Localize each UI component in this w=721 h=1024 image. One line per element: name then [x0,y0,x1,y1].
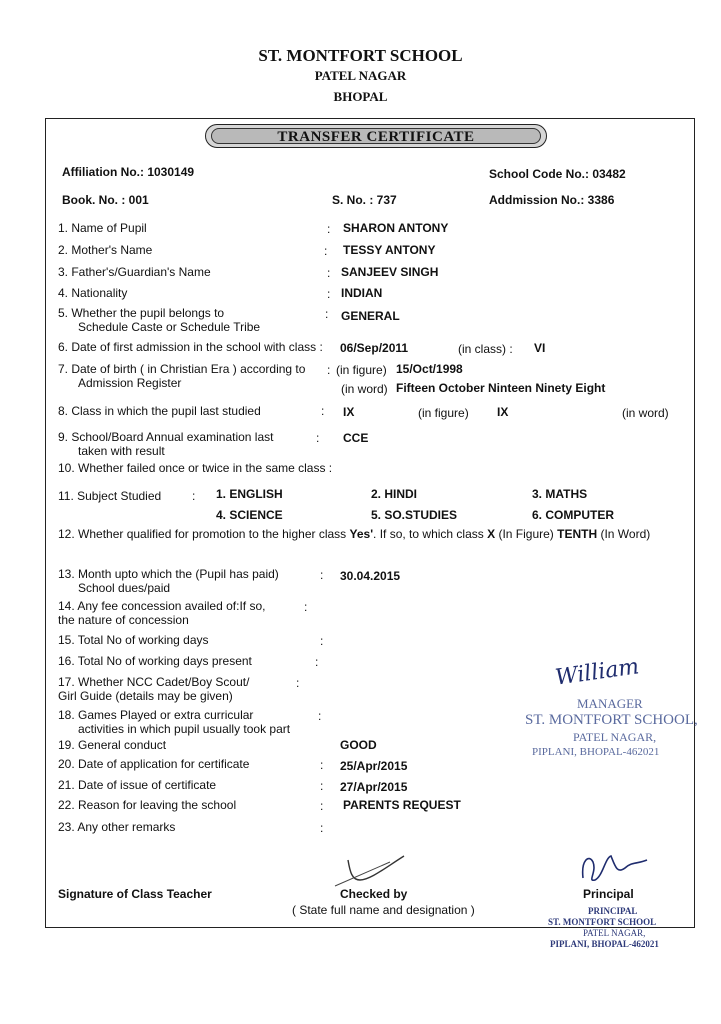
leaving-reason-value: PARENTS REQUEST [343,798,461,812]
colon: : [320,634,324,648]
last-class-word-label: (in word) [622,406,669,420]
item-18-label: 18. Games Played or extra curricular [58,708,254,722]
subject-item: 5. SO.STUDIES [371,508,458,522]
dob-figure-value: 15/Oct/1998 [396,362,463,376]
item-2-label: 2. Mother's Name [58,243,153,257]
application-date-value: 25/Apr/2015 [340,759,408,773]
colon: : [320,758,324,772]
item-23-label: 23. Any other remarks [58,820,176,834]
manager-signature: William [553,654,641,691]
item-18-label-cont: activities in which pupil usually took part [78,722,291,736]
colon: : [324,244,328,258]
item-19-label: 19. General conduct [58,738,167,752]
colon: : [320,779,324,793]
item-3-label: 3. Father's/Guardian's Name [58,265,211,279]
dob-figure-label: (in figure) [336,363,387,377]
subject-item: 1. ENGLISH [216,487,283,501]
item-10-label: 10. Whether failed once or twice in the same class : [58,461,333,475]
subject-item: 2. HINDI [371,487,418,501]
issue-date-value: 27/Apr/2015 [340,780,408,794]
dob-word-label: (in word) [341,382,388,396]
item-13-label-cont: School dues/paid [78,581,171,595]
item-12-text: 12. Whether qualified for promotion to the higher class [58,527,350,541]
principal-stamp-title: PRINCIPAL [588,906,638,916]
nationality-value: INDIAN [341,286,383,300]
serial-no: S. No. : 737 [332,193,397,207]
designation-note: ( State full name and designation ) [292,903,475,917]
school-city: BHOPAL [333,89,388,104]
school-name: ST. MONTFORT SCHOOL [258,46,463,65]
item-12-text: (In Figure) [495,527,558,541]
manager-stamp-address: PIPLANI, BHOPAL-462021 [532,746,660,758]
school-code: School Code No.: 03482 [489,167,626,181]
item-20-label: 20. Date of application for certificate [58,757,250,771]
principal-stamp-school: ST. MONTFORT SCHOOL [548,917,657,927]
last-class-figure-value: IX [343,405,355,419]
admission-no: Addmission No.: 3386 [489,193,615,207]
colon: : [320,799,324,813]
colon: : [296,676,300,690]
dob-word-value: Fifteen October Ninteen Ninety Eight [396,381,606,395]
item-6-label: 6. Date of first admission in the school with class : [58,340,323,354]
principal-stamp-address: PIPLANI, BHOPAL-462021 [550,939,659,949]
item-17-label-cont: Girl Guide (details may be given) [58,689,233,703]
last-class-word-value: IX [497,405,509,419]
item-14-label: 14. Any fee concession availed of:If so, [58,599,266,613]
manager-stamp-area: PATEL NAGAR, [573,730,657,744]
item-9-label: 9. School/Board Annual examination last [58,430,274,444]
item-14-label-cont: the nature of concession [58,613,189,627]
item-15-label: 15. Total No of working days [58,633,209,647]
pupil-name-value: SHARON ANTONY [343,221,449,235]
promotion-class-figure: X [487,527,496,541]
item-5-label: 5. Whether the pupil belongs to [58,306,225,320]
promotion-class-word: TENTH [557,527,598,541]
item-7-label-cont: Admission Register [78,376,182,390]
father-name-value: SANJEEV SINGH [341,265,439,279]
certificate-title: TRANSFER CERTIFICATE [211,128,541,144]
affiliation-no: Affiliation No.: 1030149 [62,165,195,179]
colon: : [320,821,324,835]
colon: : [327,363,331,377]
promotion-yes: Yes' [349,527,374,541]
item-16-label: 16. Total No of working days present [58,654,252,668]
colon: : [327,287,331,301]
item-21-label: 21. Date of issue of certificate [58,778,217,792]
colon: : [320,568,324,582]
dues-paid-value: 30.04.2015 [340,569,401,583]
class-teacher-signature-label: Signature of Class Teacher [58,887,212,901]
item-17-label: 17. Whether NCC Cadet/Boy Scout/ [58,675,250,689]
conduct-value: GOOD [340,738,377,752]
item-8-label: 8. Class in which the pupil last studied [58,404,261,418]
colon: : [316,431,320,445]
book-no: Book. No. : 001 [62,193,149,207]
item-12-line [58,527,650,541]
item-12-text: . If so, to which class [373,527,488,541]
principal-label: Principal [583,887,634,901]
item-1-label: 1. Name of Pupil [58,221,147,235]
category-value: GENERAL [341,309,400,323]
manager-stamp-school: ST. MONTFORT SCHOOL, [525,712,698,728]
in-class-label: (in class) : [458,342,513,356]
last-class-figure-label: (in figure) [418,406,469,420]
colon: : [315,655,319,669]
subject-item: 6. COMPUTER [532,508,615,522]
item-4-label: 4. Nationality [58,286,128,300]
item-9-label-cont: taken with result [78,444,165,458]
item-12-text: (In Word) [597,527,651,541]
principal-stamp-area: PATEL NAGAR, [583,928,646,938]
colon: : [192,489,196,503]
colon: : [318,709,322,723]
item-7-label: 7. Date of birth ( in Christian Era ) according to [58,362,306,376]
checked-by-label: Checked by [340,887,408,901]
item-22-label: 22. Reason for leaving the school [58,798,237,812]
colon: : [321,404,325,418]
subject-item: 3. MATHS [532,487,588,501]
item-13-label: 13. Month upto which the (Pupil has paid) [58,567,279,581]
mother-name-value: TESSY ANTONY [343,243,436,257]
colon: : [327,222,331,236]
admission-date-value: 06/Sep/2011 [340,341,409,355]
title-banner [205,124,547,148]
colon: : [327,266,331,280]
school-area: PATEL NAGAR [314,68,407,83]
colon: : [304,600,308,614]
exam-value: CCE [343,431,369,445]
admission-class-value: VI [534,341,546,355]
manager-stamp-title: MANAGER [577,696,643,711]
subject-item: 4. SCIENCE [216,508,283,522]
colon: : [325,307,329,321]
item-5-label-cont: Schedule Caste or Schedule Tribe [78,320,261,334]
item-11-label: 11. Subject Studied [58,489,162,503]
